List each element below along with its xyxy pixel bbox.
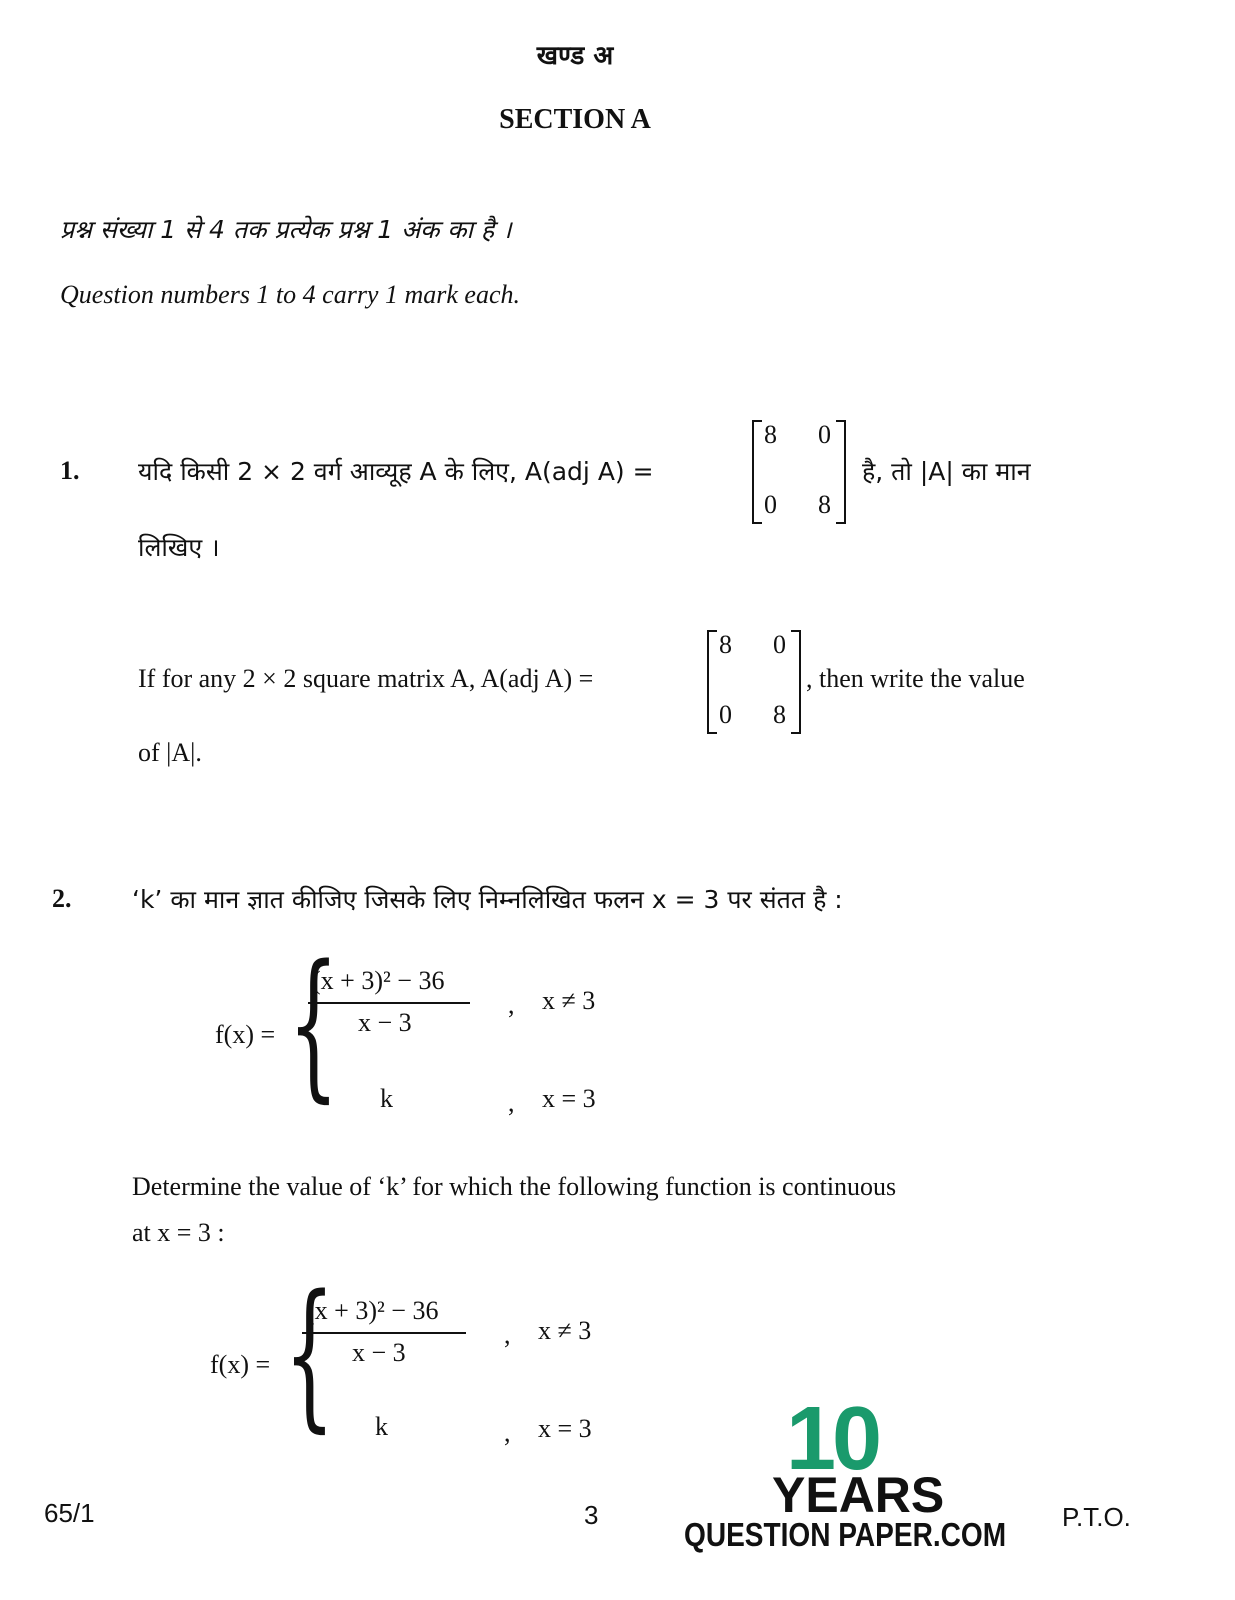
comma: , <box>508 990 515 1019</box>
condition-2: x = 3 <box>538 1414 592 1443</box>
left-brace: { <box>288 930 339 1117</box>
condition-1: x ≠ 3 <box>542 986 596 1015</box>
condition-2: x = 3 <box>542 1084 596 1113</box>
comma: , <box>508 1088 515 1117</box>
condition-1: x ≠ 3 <box>538 1316 592 1345</box>
fraction-bar <box>302 1332 466 1334</box>
matrix-cell: 8 <box>719 630 732 659</box>
question-1-english-text-end: , then write the value <box>806 664 1025 693</box>
question-2-hindi-text: ‘k’ का मान ज्ञात कीजिए जिसके लिए निम्नलिखित फलन x = 3 पर संतत है : <box>132 885 843 914</box>
pto-label: P.T.O. <box>1062 1502 1131 1532</box>
matrix-cell: 0 <box>764 490 777 519</box>
question-1-hindi-text-end: है, तो |A| का मान <box>862 457 1031 486</box>
hindi-section-title: खण्ड अ <box>536 41 614 71</box>
matrix-cell: 8 <box>773 700 786 729</box>
matrix-cell: 0 <box>773 630 786 659</box>
denominator: x − 3 <box>358 1008 412 1037</box>
matrix-english <box>707 630 801 734</box>
matrix-cell: 8 <box>764 420 777 449</box>
question-2-number: 2. <box>52 884 72 913</box>
question-1-number: 1. <box>60 456 80 485</box>
left-brace: { <box>284 1260 335 1447</box>
question-1-hindi-line2: लिखिए । <box>138 533 220 562</box>
comma: , <box>504 1320 511 1349</box>
paper-code: 65/1 <box>44 1498 95 1528</box>
fraction-bar <box>308 1002 470 1004</box>
matrix-cell: 0 <box>818 420 831 449</box>
watermark-years: YEARS <box>772 1467 945 1523</box>
watermark-site: QUESTION PAPER.COM <box>684 1516 1007 1553</box>
watermark-number: 10 <box>786 1389 879 1489</box>
comma: , <box>504 1418 511 1447</box>
question-2-english-line1: Determine the value of ‘k’ for which the following function is continuous <box>132 1172 897 1201</box>
case-k: k <box>380 1084 393 1113</box>
section-title: SECTION A <box>499 104 651 135</box>
question-1-english-line2: of |A|. <box>138 738 202 767</box>
question-1-english-text: If for any 2 × 2 square matrix A, A(adj A) = <box>138 664 594 693</box>
instruction-english: Question numbers 1 to 4 carry 1 mark each. <box>60 280 520 309</box>
numerator: (x + 3)² − 36 <box>306 1296 439 1325</box>
page-number: 3 <box>584 1500 599 1530</box>
matrix-cell: 0 <box>719 700 732 729</box>
question-1-hindi-text: यदि किसी 2 × 2 वर्ग आव्यूह A के लिए, A(adj A) = <box>138 457 654 486</box>
matrix-cell: 8 <box>818 490 831 519</box>
function-label: f(x) = <box>215 1020 276 1049</box>
instruction-hindi: प्रश्न संख्या 1 से 4 तक प्रत्येक प्रश्न 1 अंक का है । <box>60 215 512 244</box>
function-label: f(x) = <box>210 1350 271 1379</box>
numerator: (x + 3)² − 36 <box>312 966 445 995</box>
question-2-english-line2: at x = 3 : <box>132 1218 225 1247</box>
case-k: k <box>375 1412 388 1441</box>
denominator: x − 3 <box>352 1338 406 1367</box>
matrix-hindi <box>752 420 846 524</box>
